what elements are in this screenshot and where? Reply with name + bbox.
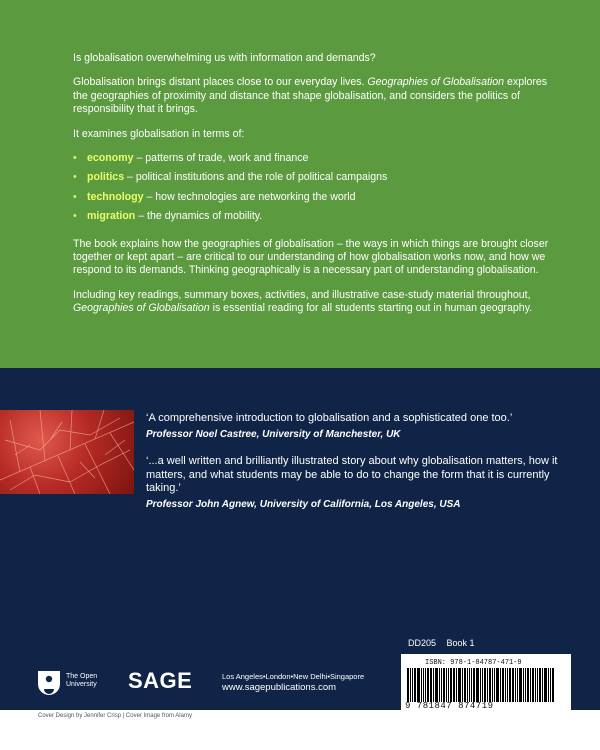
barcode-bar	[532, 668, 534, 702]
topic-term: technology	[87, 190, 144, 203]
barcode-bar	[471, 668, 472, 702]
barcode-bar	[517, 668, 518, 702]
barcode-bar	[453, 668, 455, 702]
barcode-bar	[489, 668, 491, 702]
barcode-bar	[527, 668, 529, 702]
barcode-bar	[430, 668, 432, 702]
barcode-bar	[535, 668, 536, 702]
barcode-bar	[496, 668, 499, 702]
barcode-bar	[435, 668, 438, 702]
barcode-bar	[473, 668, 475, 702]
topic-desc: – how technologies are networking the world	[143, 190, 356, 203]
barcode-bar	[537, 668, 538, 702]
topic-term: economy	[87, 152, 134, 165]
open-university-logo	[37, 670, 97, 700]
intro-question: Is globalisation overwhelming us with information and demands?	[73, 52, 376, 64]
cover-credits: Cover Design by Jennifer Crisp | Cover Image from Alamy	[38, 713, 192, 719]
barcode-bar	[462, 668, 463, 702]
quote-text: ‘...a well written and brilliantly illustrated story about why globalisation matters, how it matters, and what students may be able to do to change the form that it is currently taking.’	[146, 455, 558, 495]
barcode-bar	[487, 668, 488, 702]
isbn-text: ISBN: 978-1-84787-471-9	[425, 659, 522, 667]
barcode-bar	[414, 668, 416, 702]
topic-term: politics	[87, 171, 125, 184]
topic-item	[73, 191, 553, 204]
barcode-bar	[482, 668, 483, 702]
barcode-bar	[515, 668, 516, 702]
barcode-bar	[542, 668, 543, 702]
ou-name: The Open University	[66, 673, 98, 688]
closing-text: Including key readings, summary boxes, activities, and illustrative case-study material throughout,	[73, 288, 531, 301]
barcode-bar	[427, 668, 429, 702]
topic-term: migration	[87, 210, 136, 223]
barcode-bar	[450, 668, 452, 702]
book-number: Book 1	[446, 638, 475, 648]
topic-item	[73, 210, 553, 223]
barcode-bar	[544, 668, 547, 702]
ou-shield-icon	[37, 670, 61, 696]
barcode-bar	[494, 668, 495, 702]
quote-author: Professor Noel Castree, University of Manchester, UK	[146, 428, 401, 440]
barcode-bar	[480, 668, 481, 702]
topic-item	[73, 171, 553, 184]
barcode-bar	[446, 668, 447, 702]
barcode-bar	[507, 668, 508, 702]
closing-paragraph	[73, 289, 553, 316]
course-info	[408, 638, 483, 648]
intro-text: Globalisation brings distant places close to our everyday lives.	[73, 76, 368, 89]
barcode-bar	[423, 668, 424, 702]
book-title-italic: Geographies of Globalisation	[73, 302, 210, 315]
topic-item	[73, 152, 553, 165]
barcode-bar	[500, 668, 501, 702]
barcode-bar	[512, 668, 514, 702]
barcode-bar	[525, 668, 526, 702]
topic-desc: – political institutions and the role of political campaigns	[124, 171, 388, 184]
endorsement-panel	[0, 368, 600, 710]
barcode-box	[401, 654, 571, 714]
barcode-bar	[410, 668, 411, 702]
barcode-bar	[464, 668, 466, 702]
barcode-bar	[476, 668, 479, 702]
course-code: DD205	[408, 638, 437, 648]
barcode-bar	[552, 668, 554, 702]
barcode-bar	[467, 668, 468, 702]
quote-text: ‘A comprehensive introduction to globalisation and a sophisticated one too.’	[146, 412, 513, 424]
barcode-bar	[492, 668, 493, 702]
sage-cities: Los Angeles•London•New Delhi•Singapore	[222, 672, 365, 681]
leaf-image	[0, 410, 134, 494]
topic-list	[73, 152, 553, 224]
barcode-bar	[421, 668, 422, 702]
sage-logo	[128, 668, 192, 694]
leaf-veins-graphic	[0, 410, 134, 494]
barcode-bar	[443, 668, 445, 702]
barcode-bar	[484, 668, 486, 702]
barcode-number: 9 781847 874719	[405, 701, 494, 711]
barcode-bar	[456, 668, 457, 702]
closing-text-rest: is essential reading for all students starting out in human geography.	[209, 302, 533, 315]
barcode-bar	[458, 668, 461, 702]
sage-wordmark: SAGE	[128, 668, 193, 693]
explanation-paragraph: The book explains how the geographies of globalisation – the ways in which things are brought closer together or kept apart – are critical to our understanding of how globalisation works now, and how we respond to its demands. Thinking geographically is a necessary part of understanding globalisation.	[73, 237, 549, 277]
topic-desc: – patterns of trade, work and finance	[133, 152, 309, 165]
barcode-bar	[412, 668, 413, 702]
topic-desc: – the dynamics of mobility.	[135, 210, 263, 223]
barcode-bar	[469, 668, 470, 702]
barcode-bar	[448, 668, 449, 702]
quote-author: Professor John Agnew, University of California, Los Angeles, USA	[146, 498, 461, 510]
barcode-bars	[407, 668, 565, 702]
barcode-bar	[550, 668, 551, 702]
description-panel	[0, 0, 600, 368]
barcode-bar	[439, 668, 440, 702]
barcode-bar	[530, 668, 531, 702]
barcode-bar	[523, 668, 524, 702]
barcode-bar	[407, 668, 409, 702]
barcode-bar	[509, 668, 511, 702]
barcode-bar	[539, 668, 541, 702]
barcode-bar	[519, 668, 522, 702]
barcode-bar	[425, 668, 426, 702]
barcode-bar	[417, 668, 420, 702]
barcode-bar	[433, 668, 434, 702]
barcode-bar	[441, 668, 442, 702]
examines-line: It examines globalisation in terms of:	[73, 127, 245, 140]
description-text	[73, 52, 553, 327]
quotes-block	[146, 412, 566, 526]
sage-url: www.sagepublications.com	[222, 682, 337, 693]
intro-paragraph	[73, 76, 553, 116]
barcode-bar	[548, 668, 549, 702]
barcode-bar	[505, 668, 506, 702]
intro-text-rest: explores the geographies of proximity and distance that shape globalisation, and considers the politics of responsibility that it brings.	[73, 76, 548, 116]
barcode-bar	[502, 668, 504, 702]
book-title-italic: Geographies of Globalisation	[367, 76, 505, 89]
